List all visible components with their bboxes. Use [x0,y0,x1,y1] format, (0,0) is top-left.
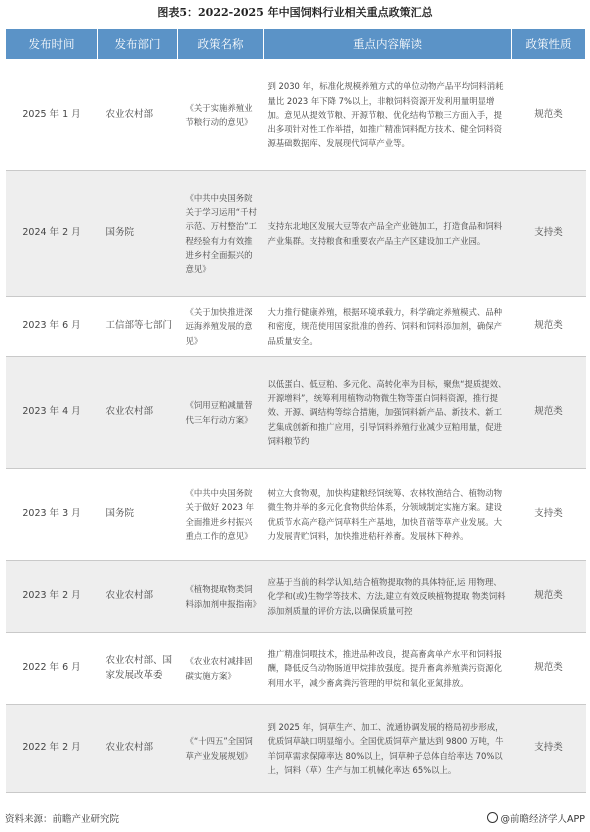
cell-policy-name: 《关于实施养殖业节粮行动的意见》 [178,60,264,171]
table-row [6,561,586,633]
cell-time: 2025 年 1 月 [6,60,98,171]
cell-time: 2022 年 2 月 [6,705,98,793]
cell-time: 2022 年 6 月 [6,633,98,705]
cell-nature: 支持类 [512,469,586,561]
table-row [6,469,586,561]
cell-nature: 规范类 [512,633,586,705]
cell-policy-name: 《关于加快推进深远海养殖发展的意见》 [178,297,264,357]
header-time: 发布时间 [6,29,98,60]
cell-nature: 规范类 [512,297,586,357]
table-row [6,705,586,793]
cell-policy-name: 《“十四五”全国饲草产业发展规划》 [178,705,264,793]
cell-dept: 工信部等七部门 [98,297,178,357]
cell-content: 大力推行健康养殖，根据环境承载力，科学确定养殖模式、品种和密度，规范使用国家批准的兽药、饲料和饲料添加剂，确保产品质量安全。 [264,297,512,357]
cell-nature: 规范类 [512,60,586,171]
cell-dept: 农业农村部 [98,357,178,469]
cell-content: 推广精准饲喂技术，推进品种改良，提高畜禽单产水平和饲料报酬，降低反刍动物肠道甲烷排放强度。提升畜禽养殖粪污资源化利用水平，减少畜禽粪污管理的甲烷和氧化亚氮排放。 [264,633,512,705]
table-row [6,171,586,297]
cell-nature: 规范类 [512,561,586,633]
cell-content: 应基于当前的科学认知,结合植物提取物的具体特征,运 用物理、化学和(或)生物学等技术、方法,建立有效反映植物提取 物类饲料添加剂质量的评价方法,以确保质量可控 [264,561,512,633]
qianzhan-logo-icon [487,812,498,823]
header-name: 政策名称 [178,29,264,60]
cell-dept: 国务院 [98,469,178,561]
table-row [6,633,586,705]
cell-dept: 农业农村部 [98,60,178,171]
source-note: 资料来源：前瞻产业研究院 [5,814,120,825]
header-content: 重点内容解读 [264,29,512,60]
cell-time: 2023 年 4 月 [6,357,98,469]
brand-mark [487,812,585,828]
table-header-row [6,29,586,60]
cell-dept: 国务院 [98,171,178,297]
table-row [6,297,586,357]
cell-nature: 支持类 [512,705,586,793]
cell-nature: 支持类 [512,171,586,297]
cell-dept: 农业农村部 [98,705,178,793]
brand-label: @前瞻经济学人APP [500,814,585,825]
cell-content: 到 2025 年，饲草生产、加工、流通协调发展的格局初步形成，优质饲草缺口明显缩小。全国优质饲草产量达到 9800 万吨，牛羊饲草需求保障率达 80%以上，饲草种子总体自给率达 70%以上，饲料（草）生产与加工机械化率达 65%以上。 [264,705,512,793]
cell-dept: 农业农村部 [98,561,178,633]
cell-dept: 农业农村部、国家发展改革委 [98,633,178,705]
footer [5,812,585,828]
table-row [6,60,586,171]
header-dept: 发布部门 [98,29,178,60]
cell-time: 2024 年 2 月 [6,171,98,297]
cell-content: 到 2030 年，标准化规模养殖方式的单位动物产品平均饲料消耗量比 2023 年下降 7%以上，非粮饲料资源开发利用量明显增加。意见从提效节粮、开源节粮、优化结构节粮三方面入手，提出多项针对性工作举措，如推广精准饲料配方技术、健全饲料资源基础数据库、发展现代饲草产业等。 [264,60,512,171]
cell-time: 2023 年 2 月 [6,561,98,633]
cell-policy-name: 《饲用豆粕减量替代三年行动方案》 [178,357,264,469]
cell-time: 2023 年 3 月 [6,469,98,561]
cell-time: 2023 年 6 月 [6,297,98,357]
table-row [6,357,586,469]
cell-policy-name: 《中共中央国务院关于学习运用“千村示范、万村整治”工程经验有力有效推进乡村全面振兴的意见》 [178,171,264,297]
cell-content: 以低蛋白、低豆粕、多元化、高转化率为目标，聚焦“提质提效、开源增料”，统筹利用植物动物微生物等蛋白饲料资源，推行提效、开源、调结构等综合措施，加强饲料新产品、新技术、新工艺集成创新和推广应用，引导饲料养殖行业减少豆粕用量，促进饲料粮节约 [264,357,512,469]
table-title: 图表5：2022-2025 年中国饲料行业相关重点政策汇总 [157,6,433,19]
cell-content: 树立大食物观，加快构建粮经饲统筹、农林牧渔结合、植物动物微生物并举的多元化食物供给体系，分领域制定实施方案。建设优质节水高产稳产饲草料生产基地，加快苜蓿等草产业发展。大力发展青贮饲料，加快推进秸秆养畜。发展林下种养。 [264,469,512,561]
cell-nature: 规范类 [512,357,586,469]
cell-policy-name: 《植物提取物类饲料添加剂申报指南》 [178,561,264,633]
policy-table [5,28,586,793]
header-nature: 政策性质 [512,29,586,60]
cell-content: 支持东北地区发展大豆等农产品全产业链加工，打造食品和饲料产业集群。支持粮食和重要农产品主产区建设加工产业园。 [264,171,512,297]
cell-policy-name: 《中共中央国务院关于做好 2023 年全面推进乡村振兴重点工作的意见》 [178,469,264,561]
cell-policy-name: 《农业农村减排固碳实施方案》 [178,633,264,705]
